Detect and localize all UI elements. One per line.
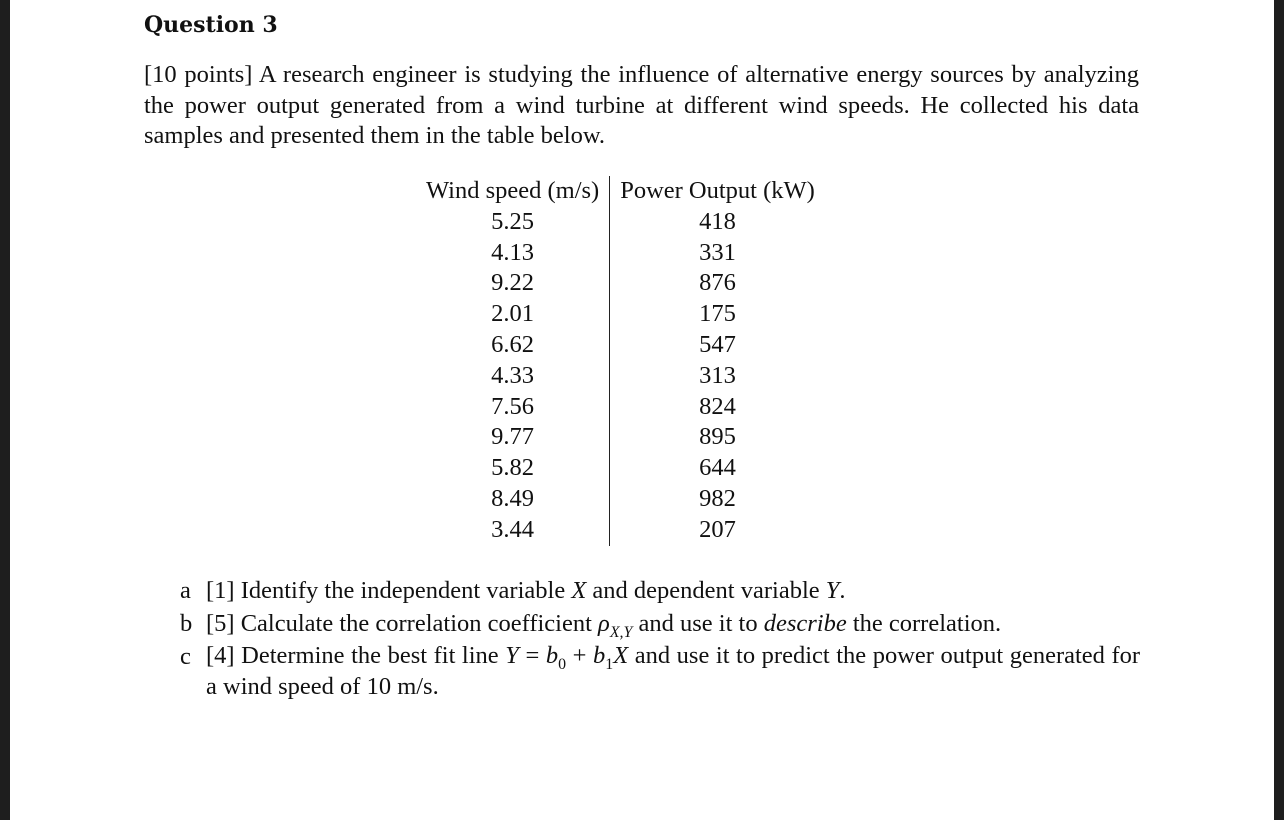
power-output-cell: 982	[699, 484, 736, 512]
power-output-cell: 824	[699, 392, 736, 420]
table-row	[416, 422, 825, 453]
wind-speed-cell: 3.44	[416, 515, 610, 546]
power-output-cell: 547	[699, 330, 736, 358]
task-letter: b	[180, 610, 193, 637]
power-output-cell: 876	[699, 269, 736, 297]
table-row	[416, 299, 825, 330]
document-page	[10, 0, 1274, 820]
table-row	[416, 361, 825, 392]
wind-speed-cell: 9.22	[416, 268, 610, 299]
table-row	[416, 484, 825, 515]
task-letter: c	[180, 643, 191, 670]
power-output-cell: 175	[699, 300, 736, 328]
table-row	[416, 330, 825, 361]
rho-symbol: ρ	[598, 610, 610, 637]
header-wind-speed: Wind speed (m/s)	[416, 176, 610, 207]
header-power-output: Power Output (kW)	[620, 177, 815, 204]
power-output-cell: 313	[699, 361, 736, 389]
task-b	[180, 607, 1140, 640]
task-letter: a	[180, 577, 191, 604]
task-c	[180, 640, 1140, 702]
question-heading: Question 3	[144, 12, 278, 38]
wind-speed-cell: 2.01	[416, 299, 610, 330]
wind-speed-cell: 9.77	[416, 422, 610, 453]
power-output-cell: 895	[699, 423, 736, 451]
table-row	[416, 238, 825, 269]
question-intro: [10 points] A research engineer is studying the influence of alternative energy sources by analyzing the power output generated from a wind turbine at different wind speeds. He collected his data samples and presented them in the table below.	[144, 61, 1139, 149]
power-output-cell: 644	[699, 454, 736, 482]
task-text: [1] Identify the independent variable X and dependent variable Y.	[206, 577, 846, 604]
power-output-cell: 418	[699, 207, 736, 235]
wind-speed-cell: 5.25	[416, 207, 610, 238]
table-row	[416, 453, 825, 484]
task-list	[180, 574, 1140, 702]
table-row	[416, 515, 825, 546]
table-row	[416, 268, 825, 299]
table-header-row	[416, 176, 825, 207]
wind-speed-cell: 4.13	[416, 238, 610, 269]
wind-speed-cell: 8.49	[416, 484, 610, 515]
table-row	[416, 207, 825, 238]
table-row	[416, 392, 825, 423]
data-table	[416, 176, 825, 546]
wind-speed-cell: 5.82	[416, 453, 610, 484]
power-output-cell: 331	[699, 238, 736, 266]
wind-speed-cell: 6.62	[416, 330, 610, 361]
wind-speed-cell: 7.56	[416, 392, 610, 423]
task-a	[180, 574, 1140, 607]
task-text: [5] Calculate the correlation coefficient $\rho_{X,Y}$ and use it to describe the correlation.	[206, 610, 1002, 641]
power-output-cell: 207	[699, 515, 736, 543]
wind-speed-cell: 4.33	[416, 361, 610, 392]
task-text: [4] Determine the best fit line $Y = b_0 + b_1X$ and use it to predict the power output generated for a wind speed of 10 m/s.	[206, 642, 1141, 700]
